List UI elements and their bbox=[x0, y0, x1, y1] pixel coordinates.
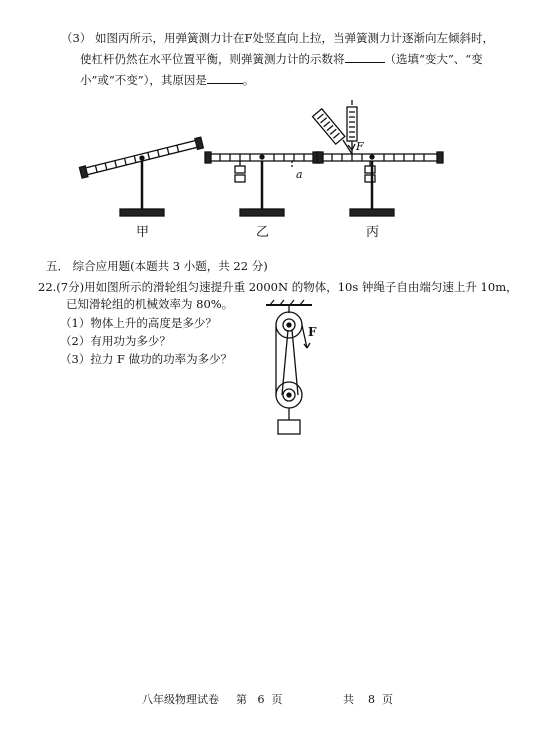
mark-F-lever: F bbox=[356, 140, 364, 153]
q22-line2: 已知滑轮组的机械效率为 80%。 bbox=[66, 297, 234, 311]
q3-line2-tail: （选填“变大”、“变 bbox=[384, 52, 483, 66]
footer-total-unit: 页 bbox=[382, 693, 393, 706]
q22-sub1: （1）物体上升的高度是多少？ bbox=[60, 316, 217, 330]
mark-a: a bbox=[296, 168, 303, 181]
mark-F-pulley: F bbox=[308, 325, 317, 339]
q3-line1: 如图丙所示，用弹簧测力计在F处竖直向上拉，当弹簧测力计逐渐向左倾斜时， bbox=[95, 31, 494, 45]
footer-page-num: 6 bbox=[257, 693, 265, 706]
footer-page-prefix: 第 bbox=[236, 693, 247, 706]
figure-label-yi: 乙 bbox=[256, 225, 270, 240]
q22-line1: 22.(7分)用如图所示的滑轮组匀速提升重 2000N 的物体，10s 钟绳子自由端匀速上升 10m， bbox=[38, 280, 518, 294]
q22-sub2: （2）有用功为多少？ bbox=[60, 334, 171, 348]
footer-total bbox=[343, 692, 393, 708]
lever-figure-bing bbox=[313, 100, 443, 216]
lever-figure-yi bbox=[205, 152, 319, 216]
lever-figure-jia bbox=[79, 137, 203, 216]
q3-number: （3） bbox=[61, 31, 92, 45]
figure-label-jia: 甲 bbox=[136, 225, 150, 240]
footer-page bbox=[236, 692, 283, 708]
footer-total-num: 8 bbox=[368, 693, 375, 706]
q22-sub3: （3）拉力 F 做功的功率为多少？ bbox=[60, 352, 233, 366]
pulley-system bbox=[266, 300, 312, 434]
footer-subject: 八年级物理试卷 bbox=[142, 693, 219, 706]
section5-title: 五． 综合应用题(本题共 3 小题，共 22 分) bbox=[46, 259, 268, 273]
q3-line3-text: 小”或“不变”），其原因是 bbox=[80, 73, 207, 87]
q3-line3-tail: 。 bbox=[242, 73, 255, 87]
figure-label-bing: 丙 bbox=[366, 225, 380, 240]
footer-total-prefix: 共 bbox=[343, 693, 354, 706]
q3-line2-text: 使杠杆仍然在水平位置平衡，则弹簧测力计的示数将 bbox=[80, 52, 345, 66]
footer-page-unit: 页 bbox=[271, 693, 283, 706]
